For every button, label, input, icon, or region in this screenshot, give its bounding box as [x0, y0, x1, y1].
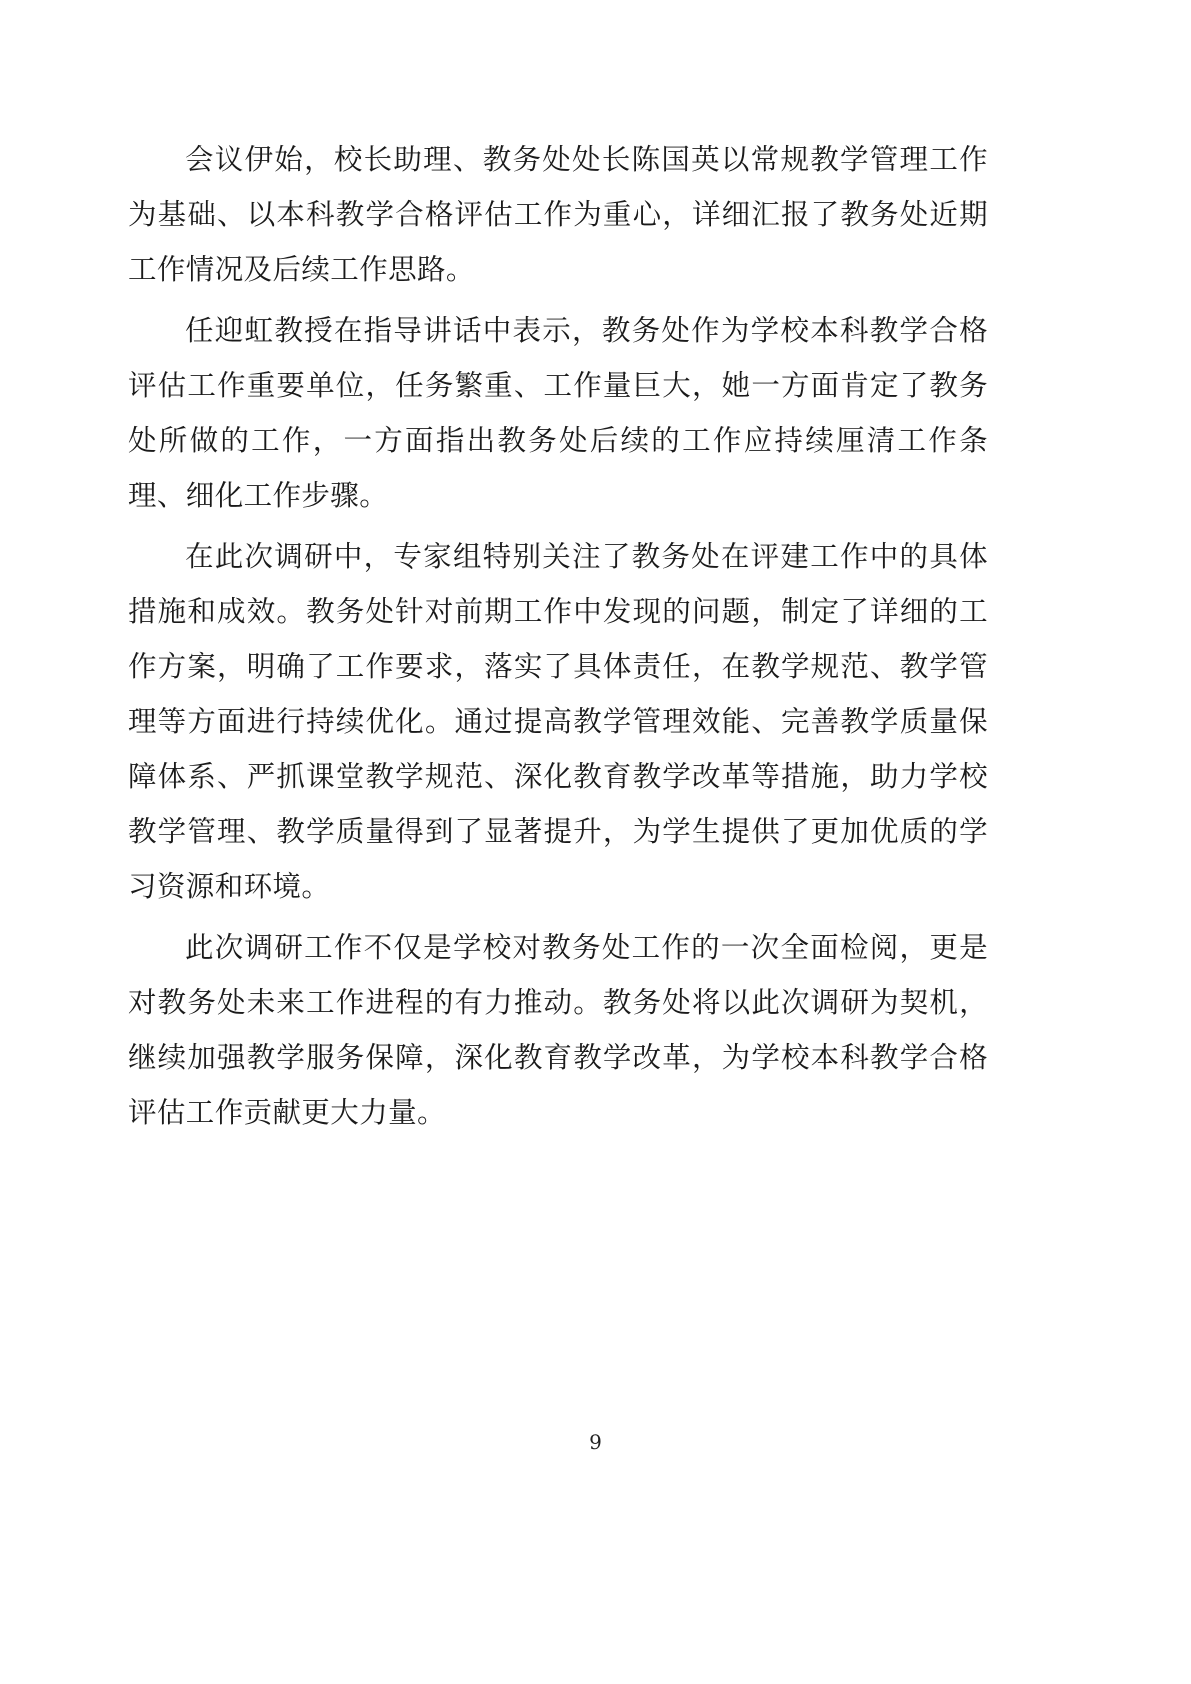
page-number: 9	[589, 1430, 602, 1454]
paragraph: 在此次调研中，专家组特别关注了教务处在评建工作中的具体措施和成效。教务处针对前期工作中发现的问题，制定了详细的工作方案，明确了工作要求，落实了具体责任，在教学规范、教学管理等方面进行持续优化。通过提高教学管理效能、完善教学质量保障体系、严抓课堂教学规范、深化教育教学改革等措施，助力学校教学管理、教学质量得到了显著提升，为学生提供了更加优质的学习资源和环境。	[128, 540, 988, 903]
paragraph: 此次调研工作不仅是学校对教务处工作的一次全面检阅，更是对教务处未来工作进程的有力推动。教务处将以此次调研为契机，继续加强教学服务保障，深化教育教学改革，为学校本科教学合格评估工作贡献更大力量。	[128, 931, 988, 1129]
page-footer	[0, 1430, 1191, 1454]
paragraph: 任迎虹教授在指导讲话中表示，教务处作为学校本科教学合格评估工作重要单位，任务繁重、工作量巨大，她一方面肯定了教务处所做的工作，一方面指出教务处后续的工作应持续厘清工作条理、细化工作步骤。	[128, 314, 988, 512]
paragraph: 会议伊始，校长助理、教务处处长陈国英以常规教学管理工作为基础、以本科教学合格评估工作为重心，详细汇报了教务处近期工作情况及后续工作思路。	[128, 143, 988, 286]
document-body	[128, 132, 988, 1146]
